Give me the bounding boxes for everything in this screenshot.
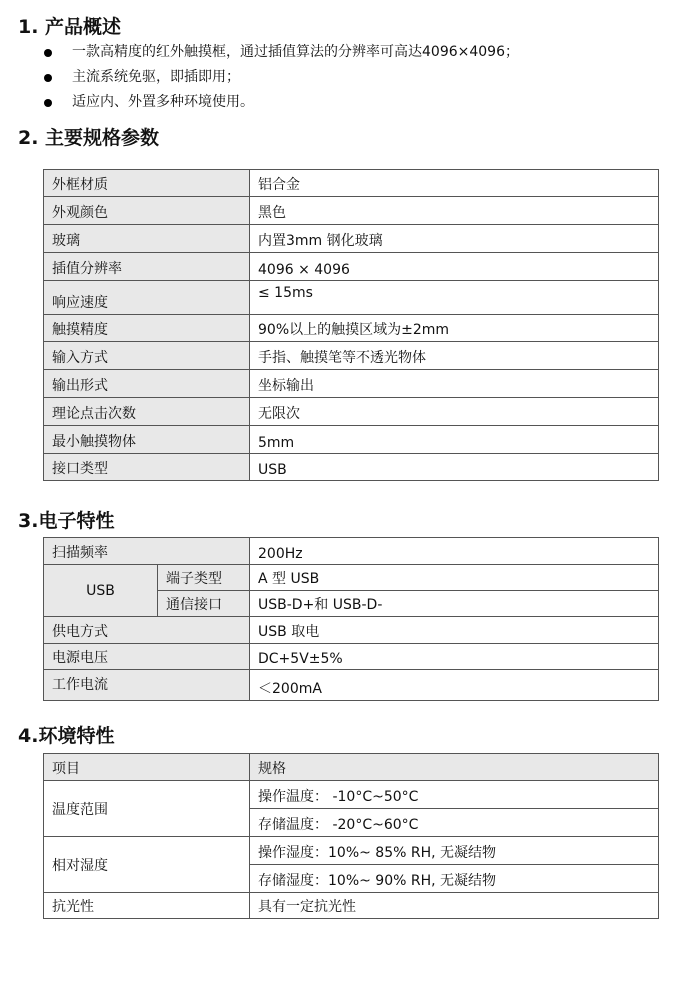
table-row <box>44 454 659 481</box>
spec-value: ＜200mA <box>250 670 659 701</box>
table-row <box>44 670 659 701</box>
bullet-text: 适应内、外置多种环境使用。 <box>72 94 254 110</box>
table-row <box>44 837 659 865</box>
list-item <box>44 65 519 90</box>
bullet-icon <box>44 49 52 57</box>
spec-value: 200Hz <box>250 538 659 565</box>
overview-bullet-list <box>44 40 519 115</box>
table-row <box>44 197 659 225</box>
bullet-text: 主流系统免驱，即插即用； <box>72 69 240 85</box>
spec-value: 操作温度： -10°C~50°C <box>250 781 659 809</box>
column-header-spec: 规格 <box>250 754 659 781</box>
spec-key: 玻璃 <box>44 225 250 253</box>
spec-key: 输入方式 <box>44 342 250 370</box>
table-row <box>44 893 659 919</box>
electrical-table <box>43 537 659 701</box>
list-item <box>44 90 519 115</box>
list-item <box>44 40 519 65</box>
spec-value: 黑色 <box>250 197 659 225</box>
table-row <box>44 644 659 670</box>
table-row <box>44 281 659 315</box>
spec-key: 外观颜色 <box>44 197 250 225</box>
spec-key: 工作电流 <box>44 670 250 701</box>
specs-table <box>43 169 659 481</box>
table-row <box>44 538 659 565</box>
table-row <box>44 426 659 454</box>
usb-group-label: USB <box>44 565 158 617</box>
spec-key: 接口类型 <box>44 454 250 481</box>
spec-value: A 型 USB <box>250 565 659 591</box>
spec-value: 存储湿度：10%~ 90% RH, 无凝结物 <box>250 865 659 893</box>
spec-key: 相对湿度 <box>44 837 250 893</box>
spec-key: 温度范围 <box>44 781 250 837</box>
bullet-icon <box>44 99 52 107</box>
table-row <box>44 781 659 809</box>
spec-value: 存储温度： -20°C~60°C <box>250 809 659 837</box>
spec-key: 输出形式 <box>44 370 250 398</box>
table-row <box>44 225 659 253</box>
spec-value: 操作湿度：10%~ 85% RH, 无凝结物 <box>250 837 659 865</box>
spec-key: 通信接口 <box>158 591 250 617</box>
environment-table <box>43 753 659 919</box>
spec-value: USB <box>250 454 659 481</box>
section-title-environment: 4.环境特性 <box>18 725 115 747</box>
spec-value: 无限次 <box>250 398 659 426</box>
spec-key: 扫描频率 <box>44 538 250 565</box>
spec-key: 供电方式 <box>44 617 250 644</box>
section-title-overview: 1. 产品概述 <box>18 16 122 38</box>
spec-key: 理论点击次数 <box>44 398 250 426</box>
spec-key: 端子类型 <box>158 565 250 591</box>
spec-key: 响应速度 <box>44 281 250 315</box>
spec-value: ≤ 15ms <box>250 281 659 315</box>
table-row <box>44 342 659 370</box>
bullet-text: 一款高精度的红外触摸框，通过插值算法的分辨率可高达4096×4096； <box>72 44 519 60</box>
spec-value: 4096 × 4096 <box>250 253 659 281</box>
table-row <box>44 315 659 342</box>
spec-value: 具有一定抗光性 <box>250 893 659 919</box>
spec-key: 插值分辨率 <box>44 253 250 281</box>
spec-value: USB 取电 <box>250 617 659 644</box>
spec-value: 90%以上的触摸区域为±2mm <box>250 315 659 342</box>
spec-key: 电源电压 <box>44 644 250 670</box>
table-row <box>44 253 659 281</box>
spec-value: USB-D+和 USB-D- <box>250 591 659 617</box>
table-row <box>44 170 659 197</box>
table-row <box>44 565 659 591</box>
table-header-row <box>44 754 659 781</box>
spec-key: 外框材质 <box>44 170 250 197</box>
table-row <box>44 398 659 426</box>
spec-value: 5mm <box>250 426 659 454</box>
spec-key: 最小触摸物体 <box>44 426 250 454</box>
table-row <box>44 370 659 398</box>
spec-key: 抗光性 <box>44 893 250 919</box>
bullet-icon <box>44 74 52 82</box>
section-title-specs: 2. 主要规格参数 <box>18 127 160 149</box>
spec-value: DC+5V±5% <box>250 644 659 670</box>
spec-value: 手指、触摸笔等不透光物体 <box>250 342 659 370</box>
section-title-electrical: 3.电子特性 <box>18 510 115 532</box>
column-header-item: 项目 <box>44 754 250 781</box>
spec-value: 内置3mm 钢化玻璃 <box>250 225 659 253</box>
spec-key: 触摸精度 <box>44 315 250 342</box>
spec-value: 铝合金 <box>250 170 659 197</box>
table-row <box>44 617 659 644</box>
spec-value: 坐标输出 <box>250 370 659 398</box>
